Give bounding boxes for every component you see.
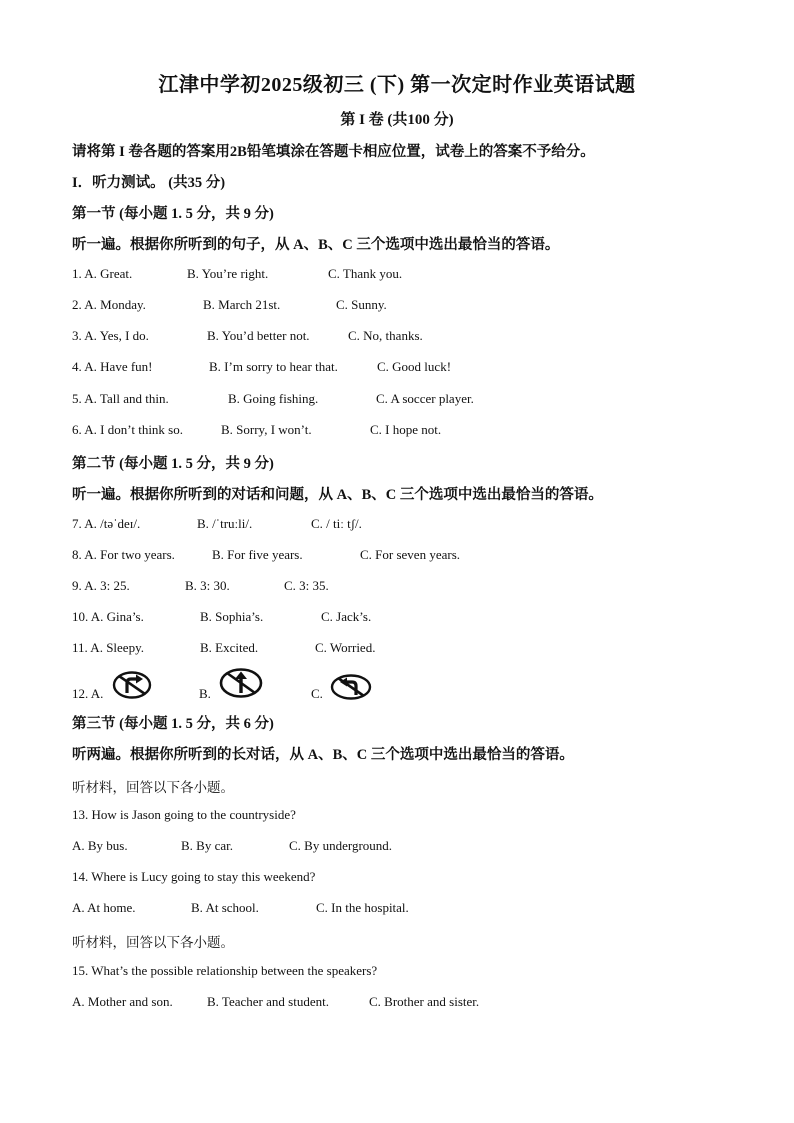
section3-direction: 听两遍。根据你所听到的长对话，从 A、B、C 三个选项中选出最恰当的答语。 xyxy=(72,747,574,763)
option-b: B. I’m sorry to hear that. xyxy=(209,359,338,374)
question-stem: 14. Where is Lucy going to stay this weekend? xyxy=(72,869,316,884)
material-note: 听材料，回答以下各小题。 xyxy=(72,780,234,795)
section2-direction: 听一遍。根据你所听到的对话和问题，从 A、B、C 三个选项中选出最恰当的答语。 xyxy=(72,487,603,503)
option-a: A. Mother and son. xyxy=(72,994,173,1009)
option-c: C. No, thanks. xyxy=(348,328,423,343)
exam-title: 江津中学初2025级初三 (下) 第一次定时作业英语试题 xyxy=(158,74,636,96)
option-b: B. 3: 30. xyxy=(185,578,230,593)
option-c: C. Sunny. xyxy=(336,297,387,312)
question-stem: 13. How is Jason going to the countryside? xyxy=(72,807,296,822)
option-b: B. You’d better not. xyxy=(207,328,310,343)
option-c: C. Jack’s. xyxy=(321,609,372,624)
option-a: 7. A. /təˈdeɪ/. xyxy=(72,516,141,531)
option-b: B. You’re right. xyxy=(187,266,269,281)
option-a: 9. A. 3: 25. xyxy=(72,578,130,593)
option-b: B. Teacher and student. xyxy=(207,994,329,1009)
option-c: C. Worried. xyxy=(315,640,376,655)
option-c: C. Good luck! xyxy=(377,359,452,374)
paper-subtitle: 第 I 卷 (共100 分) xyxy=(340,112,454,128)
option-c: C. xyxy=(311,686,323,701)
option-c: C. By underground. xyxy=(289,838,393,853)
section1-heading: 第一节 (每小题 1. 5 分，共 9 分) xyxy=(72,206,274,222)
option-c: C. Thank you. xyxy=(328,266,403,281)
option-b: B. At school. xyxy=(191,900,259,915)
option-b: B. Sorry, I won’t. xyxy=(221,422,312,437)
no-straight-ahead-sign-icon xyxy=(219,668,263,698)
option-b: B. For five years. xyxy=(212,547,303,562)
answer-instruction: 请将第 I 卷各题的答案用2B铅笔填涂在答题卡相应位置，试卷上的答案不予给分。 xyxy=(72,144,595,160)
material-note: 听材料，回答以下各小题。 xyxy=(72,935,234,950)
option-a: 5. A. Tall and thin. xyxy=(72,391,169,406)
option-a: 3. A. Yes, I do. xyxy=(72,328,149,343)
option-a: 4. A. Have fun! xyxy=(72,359,153,374)
option-a: 8. A. For two years. xyxy=(72,547,175,562)
option-c: C. I hope not. xyxy=(370,422,442,437)
option-b: B. Sophia’s. xyxy=(200,609,264,624)
option-a: 6. A. I don’t think so. xyxy=(72,422,183,437)
option-c: C. In the hospital. xyxy=(316,900,409,915)
question-stem: 15. What’s the possible relationship between the speakers? xyxy=(72,963,378,978)
option-a: 10. A. Gina’s. xyxy=(72,609,144,624)
section2-heading: 第二节 (每小题 1. 5 分，共 9 分) xyxy=(72,456,274,472)
option-c: C. Brother and sister. xyxy=(369,994,480,1009)
no-right-turn-sign-icon xyxy=(112,671,152,699)
option-b: B. /ˈtruːli/. xyxy=(197,516,253,531)
option-c: C. / tiː tʃ/. xyxy=(311,516,362,531)
section1-direction: 听一遍。根据你所听到的句子，从 A、B、C 三个选项中选出最恰当的答语。 xyxy=(72,237,560,253)
option-a: 12. A. xyxy=(72,686,104,701)
option-a: A. At home. xyxy=(72,900,136,915)
option-a: 11. A. Sleepy. xyxy=(72,640,144,655)
option-b: B. Going fishing. xyxy=(228,391,319,406)
option-b: B. By car. xyxy=(181,838,233,853)
section3-heading: 第三节 (每小题 1. 5 分，共 6 分) xyxy=(72,716,274,732)
option-a: 2. A. Monday. xyxy=(72,297,146,312)
part-heading: I．听力测试。 (共35 分) xyxy=(72,175,226,191)
no-left-turn-sign-icon xyxy=(330,674,372,700)
option-c: C. A soccer player. xyxy=(376,391,474,406)
option-c: C. 3: 35. xyxy=(284,578,329,593)
option-b: B. March 21st. xyxy=(203,297,281,312)
option-b: B. Excited. xyxy=(200,640,259,655)
option-b: B. xyxy=(199,686,211,701)
option-c: C. For seven years. xyxy=(360,547,461,562)
option-a: A. By bus. xyxy=(72,838,128,853)
option-a: 1. A. Great. xyxy=(72,266,133,281)
